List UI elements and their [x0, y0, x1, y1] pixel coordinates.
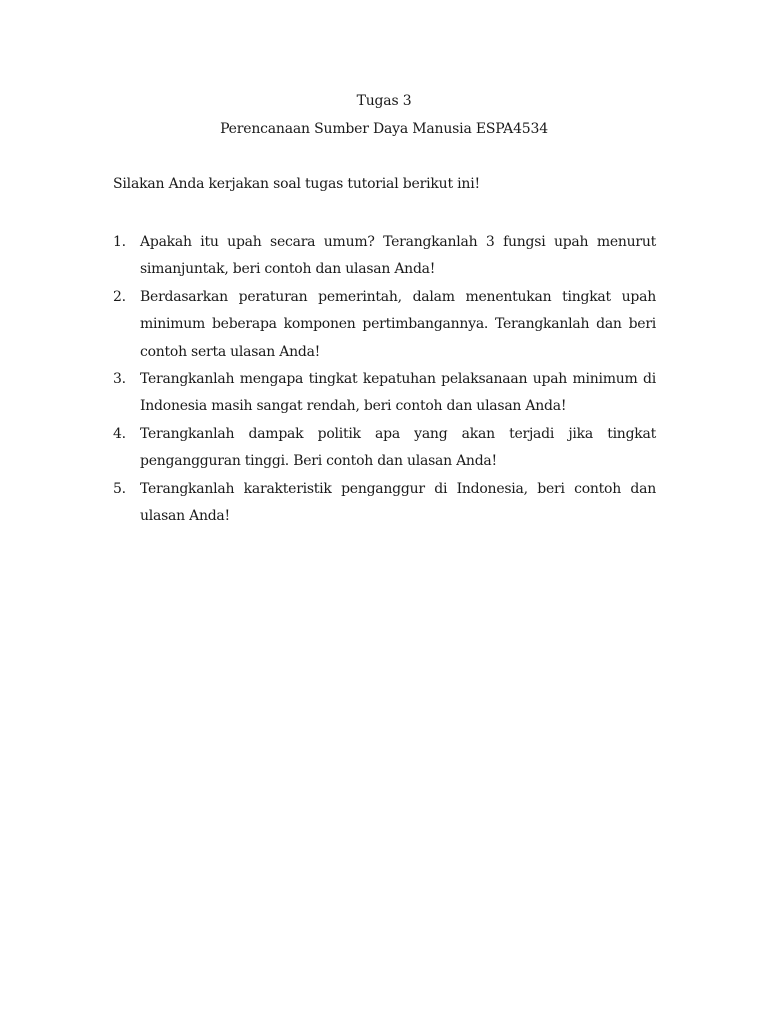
question-item-3	[113, 366, 656, 421]
question-number: 4.	[113, 425, 126, 442]
question-text: Apakah itu upah secara umum? Terangkanlah 3 fungsi upah menurut simanjuntak, beri contoh dan ulasan Anda!	[140, 234, 656, 278]
question-number: 2.	[113, 288, 126, 305]
question-text: Berdasarkan peraturan pemerintah, dalam menentukan tingkat upah minimum beberapa komponen pertimbangannya. Terangkanlah dan beri contoh serta ulasan Anda!	[140, 288, 656, 360]
question-text: Terangkanlah dampak politik apa yang akan terjadi jika tingkat pengangguran tinggi. Beri contoh dan ulasan Anda!	[140, 425, 656, 470]
question-number: 3.	[113, 371, 126, 388]
question-list	[113, 229, 656, 530]
question-item-1	[113, 229, 656, 284]
intro-text: Silakan Anda kerjakan soal tugas tutorial berikut ini!	[113, 176, 480, 192]
document-title: Tugas 3	[356, 93, 412, 109]
question-text: Terangkanlah karakteristik penganggur di Indonesia, beri contoh dan ulasan Anda!	[140, 480, 656, 525]
question-number: 1.	[113, 234, 126, 250]
question-item-2	[113, 284, 656, 366]
question-item-4	[113, 421, 656, 476]
question-number: 5.	[113, 480, 126, 497]
document-subtitle: Perencanaan Sumber Daya Manusia ESPA4534	[220, 121, 548, 137]
question-item-5	[113, 476, 656, 531]
question-text: Terangkanlah mengapa tingkat kepatuhan pelaksanaan upah minimum di Indonesia masih sangat rendah, beri contoh dan ulasan Anda!	[140, 371, 656, 415]
